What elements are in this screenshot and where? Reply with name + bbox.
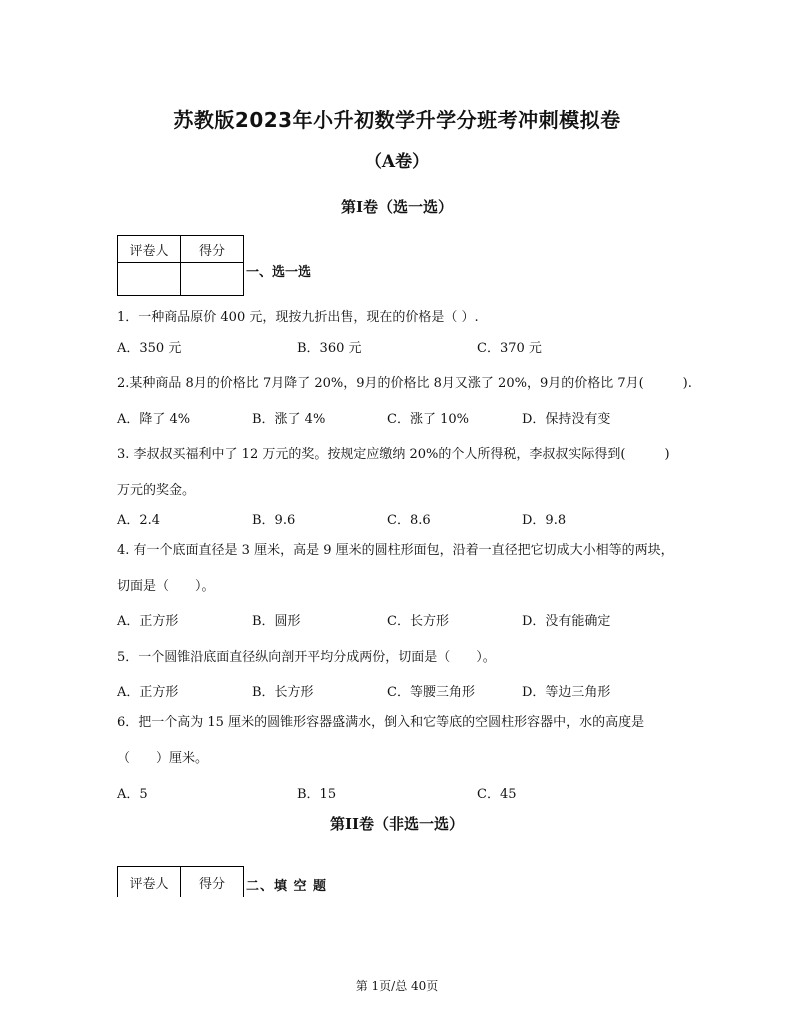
question-2-option-d[interactable]: D．保持没有变 xyxy=(522,412,611,427)
score-table-cell-score[interactable] xyxy=(181,263,244,296)
section-2-heading: 二、填 空 题 xyxy=(246,879,328,894)
score-table-header-grader: 评卷人 xyxy=(118,236,181,263)
question-4-option-d[interactable]: D．没有能确定 xyxy=(522,614,611,629)
question-6-option-a[interactable]: A．5 xyxy=(117,787,148,802)
question-1-option-c[interactable]: C．370 元 xyxy=(477,341,542,356)
question-6-option-c[interactable]: C．45 xyxy=(477,787,517,802)
question-4-option-b[interactable]: B．圆形 xyxy=(252,614,301,629)
question-3-text: 3. 李叔叔买福利中了 12 万元的奖。按规定应缴纳 20%的个人所得税，李叔叔实际得到( ) xyxy=(117,447,670,462)
question-6-text: 6．把一个高为 15 厘米的圆锥形容器盛满水，倒入和它等底的空圆柱形容器中，水的高度是 xyxy=(117,715,645,730)
volume-2-heading: 第II卷（非选一选） xyxy=(329,815,465,833)
section-1-heading: 一、选一选 xyxy=(246,265,312,280)
question-3-option-a[interactable]: A．2.4 xyxy=(117,513,161,528)
question-2-option-b[interactable]: B．涨了 4% xyxy=(252,412,326,427)
question-2-option-a[interactable]: A．降了 4% xyxy=(117,412,191,427)
score-table-header-score: 得分 xyxy=(181,236,244,263)
page-subtitle: （A卷） xyxy=(364,152,430,172)
score-table-2-header-score: 得分 xyxy=(181,867,244,898)
score-table-2 xyxy=(117,866,244,897)
question-5-option-a[interactable]: A．正方形 xyxy=(117,685,179,700)
volume-1-heading: 第I卷（选一选） xyxy=(340,198,454,216)
page-title: 苏教版2023年小升初数学升学分班考冲刺模拟卷 xyxy=(173,108,621,132)
question-3-option-b[interactable]: B．9.6 xyxy=(252,513,296,528)
question-2-option-c[interactable]: C．涨了 10% xyxy=(387,412,469,427)
score-table-cell-grader[interactable] xyxy=(118,263,181,296)
question-3-option-c[interactable]: C．8.6 xyxy=(387,513,431,528)
question-3-text-continued: 万元的奖金。 xyxy=(117,483,196,498)
question-5-option-d[interactable]: D．等边三角形 xyxy=(522,685,611,700)
question-1-text: 1．一种商品原价 400 元，现按九折出售，现在的价格是（ ）. xyxy=(117,310,479,325)
question-4-text-continued: 切面是（ ）。 xyxy=(117,579,215,594)
page-footer: 第 1页/总 40页 xyxy=(355,979,439,993)
question-4-option-a[interactable]: A．正方形 xyxy=(117,614,179,629)
question-4-text: 4. 有一个底面直径是 3 厘米，高是 9 厘米的圆柱形面包，沿着一直径把它切成大小相等的两块， xyxy=(117,543,674,558)
question-2-text: 2.某种商品 8月的价格比 7月降了 20%，9月的价格比 8月又涨了 20%，9月的价格比 7月( ). xyxy=(117,376,692,391)
question-6-option-b[interactable]: B．15 xyxy=(297,787,337,802)
question-5-text: 5．一个圆锥沿底面直径纵向剖开平均分成两份，切面是（ ）。 xyxy=(117,650,496,665)
question-5-option-b[interactable]: B．长方形 xyxy=(252,685,314,700)
question-4-option-c[interactable]: C．长方形 xyxy=(387,614,449,629)
score-table-2-header-grader: 评卷人 xyxy=(118,867,181,898)
question-1-option-b[interactable]: B．360 元 xyxy=(297,341,362,356)
question-6-text-continued: （ ）厘米。 xyxy=(117,751,209,766)
question-1-option-a[interactable]: A．350 元 xyxy=(117,341,182,356)
score-table-1 xyxy=(117,235,244,296)
question-3-option-d[interactable]: D．9.8 xyxy=(522,513,567,528)
question-5-option-c[interactable]: C．等腰三角形 xyxy=(387,685,475,700)
